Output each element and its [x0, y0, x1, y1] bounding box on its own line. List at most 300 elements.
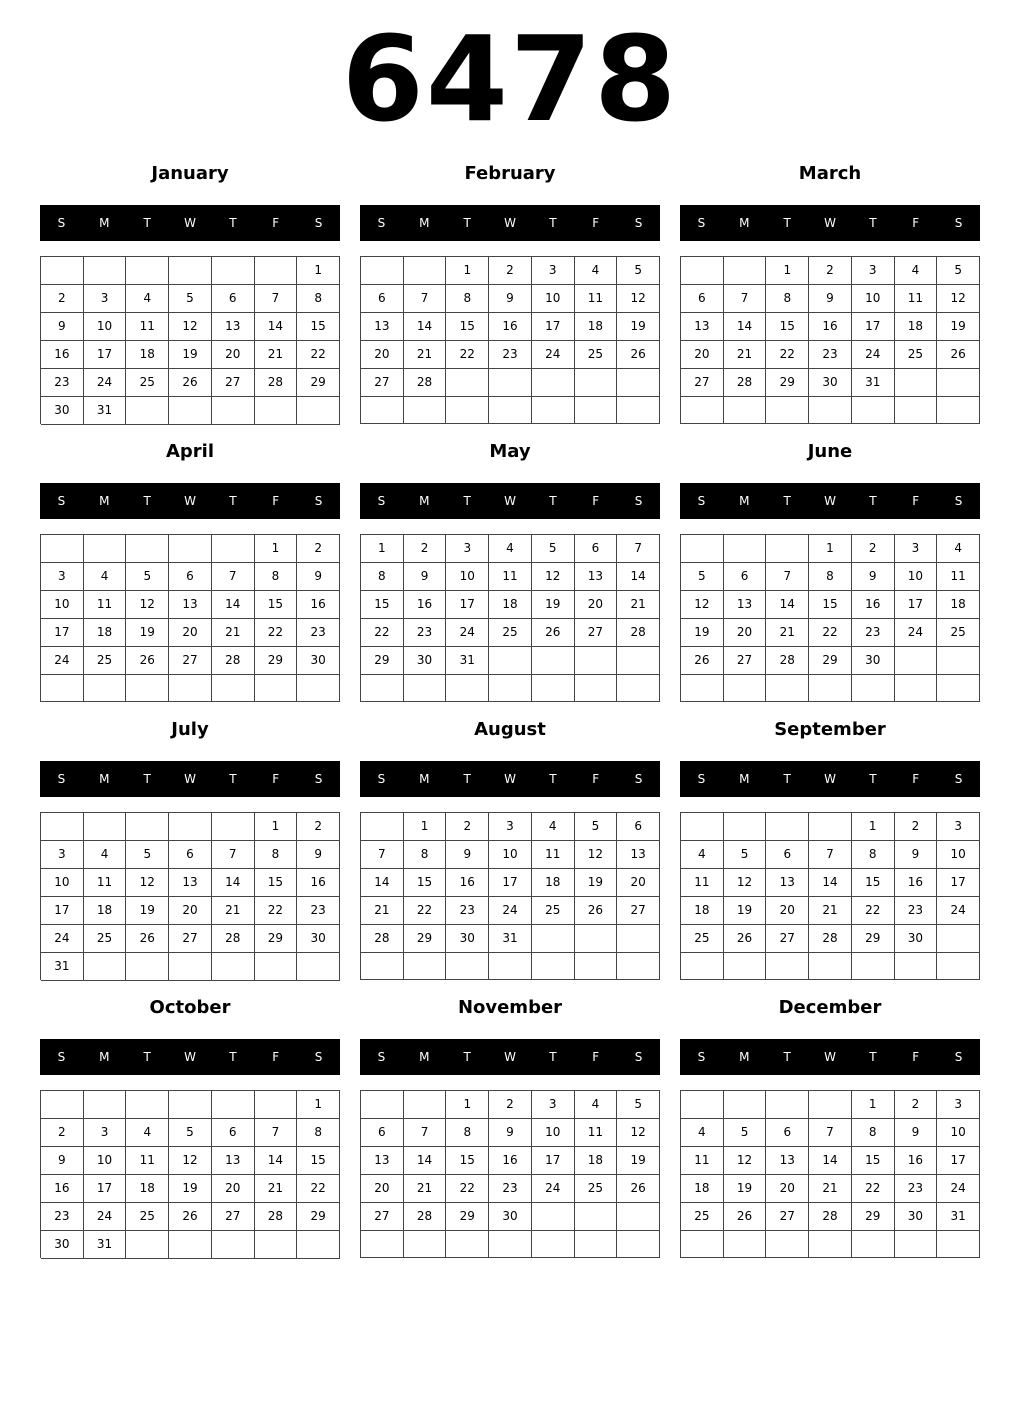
day-cell: 28 [255, 369, 298, 397]
day-cell: 14 [404, 1147, 447, 1175]
day-cell: 22 [852, 1175, 895, 1203]
day-cell: 12 [617, 1119, 660, 1147]
month-name: December [778, 997, 882, 1018]
weekday-label: T [143, 1050, 151, 1064]
day-cell: 14 [361, 869, 404, 897]
weekday-label: T [783, 216, 791, 230]
day-cell: 20 [681, 341, 724, 369]
day-cell: 2 [852, 535, 895, 563]
day-cell: 11 [575, 285, 618, 313]
day-cell: 28 [361, 925, 404, 953]
empty-day-cell [852, 675, 895, 702]
empty-day-cell [489, 369, 532, 397]
day-cell: 13 [766, 1147, 809, 1175]
day-cell: 23 [41, 1203, 84, 1231]
weekday-label: F [912, 772, 920, 786]
empty-day-cell [404, 953, 447, 980]
day-cell: 27 [361, 1203, 404, 1231]
day-cell: 17 [532, 313, 575, 341]
day-cell: 4 [532, 813, 575, 841]
empty-day-cell [895, 369, 938, 397]
empty-day-cell [212, 813, 255, 841]
day-cell: 23 [809, 341, 852, 369]
day-cell: 6 [681, 285, 724, 313]
month-name: September [774, 719, 886, 740]
empty-day-cell [446, 1231, 489, 1258]
empty-day-cell [41, 257, 84, 285]
day-cell: 25 [126, 369, 169, 397]
weekday-label: S [954, 772, 963, 786]
day-cell: 26 [126, 925, 169, 953]
day-cell: 30 [446, 925, 489, 953]
weekday-label: S [697, 1050, 706, 1064]
day-cell: 20 [361, 1175, 404, 1203]
day-cell: 6 [212, 285, 255, 313]
day-cell: 18 [895, 313, 938, 341]
weekday-header [680, 761, 980, 797]
weekday-label: S [57, 1050, 66, 1064]
day-cell: 7 [255, 1119, 298, 1147]
day-cell: 9 [895, 1119, 938, 1147]
day-cell: 12 [724, 869, 767, 897]
day-cell: 15 [852, 869, 895, 897]
day-cell: 18 [575, 313, 618, 341]
day-cell: 1 [297, 1091, 340, 1119]
weekday-label: F [272, 494, 280, 508]
weekday-label: T [783, 1050, 791, 1064]
day-cell: 2 [297, 535, 340, 563]
day-cell: 1 [766, 257, 809, 285]
empty-day-cell [937, 369, 980, 397]
empty-day-cell [361, 813, 404, 841]
day-cell: 8 [297, 285, 340, 313]
day-cell: 9 [446, 841, 489, 869]
month-name: February [464, 163, 556, 184]
weekday-header [40, 1039, 340, 1075]
day-cell: 7 [809, 841, 852, 869]
month-name: June [807, 441, 853, 462]
day-cell: 31 [84, 1231, 127, 1259]
empty-day-cell [852, 397, 895, 424]
empty-day-cell [681, 397, 724, 424]
month-name: April [165, 441, 215, 462]
weekday-label: S [634, 216, 643, 230]
day-cell: 27 [681, 369, 724, 397]
day-cell: 24 [84, 369, 127, 397]
day-cell: 13 [212, 313, 255, 341]
day-cell: 12 [575, 841, 618, 869]
day-cell: 14 [724, 313, 767, 341]
day-cell: 26 [617, 341, 660, 369]
day-cell: 9 [852, 563, 895, 591]
empty-day-cell [297, 397, 340, 425]
day-cell: 30 [895, 925, 938, 953]
weekday-label: T [549, 216, 557, 230]
day-cell: 1 [852, 813, 895, 841]
empty-day-cell [532, 397, 575, 424]
day-cell: 26 [681, 647, 724, 675]
day-cell: 19 [575, 869, 618, 897]
year-title: 6478 [341, 10, 679, 148]
day-cell: 22 [255, 897, 298, 925]
empty-day-cell [937, 397, 980, 424]
empty-day-cell [895, 1231, 938, 1258]
empty-day-cell [681, 1231, 724, 1258]
day-cell: 16 [297, 591, 340, 619]
empty-day-cell [724, 257, 767, 285]
day-cell: 2 [489, 257, 532, 285]
day-cell: 26 [532, 619, 575, 647]
day-cell: 17 [895, 591, 938, 619]
empty-day-cell [575, 369, 618, 397]
day-cell: 24 [41, 925, 84, 953]
day-cell: 25 [575, 1175, 618, 1203]
empty-day-cell [681, 953, 724, 980]
day-cell: 10 [446, 563, 489, 591]
day-cell: 26 [617, 1175, 660, 1203]
weekday-label: S [314, 216, 323, 230]
weekday-header [680, 1039, 980, 1075]
empty-day-cell [361, 1091, 404, 1119]
day-cell: 12 [617, 285, 660, 313]
day-cell: 21 [404, 1175, 447, 1203]
weekday-label: W [504, 1050, 516, 1064]
weekday-label: S [634, 494, 643, 508]
empty-day-cell [532, 647, 575, 675]
empty-day-cell [84, 953, 127, 981]
day-cell: 22 [446, 1175, 489, 1203]
empty-day-cell [361, 675, 404, 702]
weekday-label: S [377, 772, 386, 786]
weekday-label: S [697, 216, 706, 230]
empty-day-cell [575, 675, 618, 702]
empty-day-cell [681, 675, 724, 702]
day-cell: 3 [41, 841, 84, 869]
day-cell: 5 [575, 813, 618, 841]
empty-day-cell [169, 397, 212, 425]
day-cell: 23 [41, 369, 84, 397]
day-cell: 18 [126, 341, 169, 369]
day-cell: 4 [575, 1091, 618, 1119]
empty-day-cell [937, 1231, 980, 1258]
day-cell: 10 [852, 285, 895, 313]
day-cell: 6 [575, 535, 618, 563]
day-cell: 17 [532, 1147, 575, 1175]
day-cell: 25 [575, 341, 618, 369]
day-cell: 23 [895, 1175, 938, 1203]
day-cell: 28 [404, 369, 447, 397]
empty-day-cell [84, 675, 127, 702]
day-cell: 15 [809, 591, 852, 619]
empty-day-cell [41, 813, 84, 841]
empty-day-cell [212, 257, 255, 285]
day-cell: 18 [489, 591, 532, 619]
day-cell: 27 [766, 1203, 809, 1231]
day-cell: 24 [446, 619, 489, 647]
weekday-label: T [869, 494, 877, 508]
day-cell: 4 [126, 285, 169, 313]
day-cell: 6 [766, 1119, 809, 1147]
empty-day-cell [489, 647, 532, 675]
weekday-label: W [824, 494, 836, 508]
day-cell: 14 [212, 591, 255, 619]
day-cell: 7 [212, 841, 255, 869]
day-cell: 2 [895, 813, 938, 841]
day-cell: 3 [852, 257, 895, 285]
empty-day-cell [212, 397, 255, 425]
day-cell: 30 [895, 1203, 938, 1231]
day-cell: 3 [446, 535, 489, 563]
day-cell: 26 [169, 369, 212, 397]
weekday-label: S [954, 216, 963, 230]
empty-day-cell [297, 953, 340, 981]
day-cell: 22 [255, 619, 298, 647]
weekday-label: T [463, 216, 471, 230]
day-cell: 16 [41, 1175, 84, 1203]
weekday-label: T [143, 772, 151, 786]
day-cell: 21 [255, 341, 298, 369]
weekday-label: F [592, 772, 600, 786]
day-grid [360, 1090, 660, 1258]
day-cell: 11 [532, 841, 575, 869]
empty-day-cell [212, 953, 255, 981]
weekday-label: W [504, 772, 516, 786]
day-cell: 14 [255, 1147, 298, 1175]
day-cell: 23 [297, 619, 340, 647]
month-name: July [171, 719, 209, 740]
weekday-header [40, 205, 340, 241]
day-cell: 2 [404, 535, 447, 563]
day-cell: 21 [255, 1175, 298, 1203]
day-grid [680, 812, 980, 980]
day-cell: 7 [404, 285, 447, 313]
day-grid [40, 812, 340, 980]
empty-day-cell [212, 1091, 255, 1119]
day-cell: 17 [852, 313, 895, 341]
weekday-header [360, 761, 660, 797]
weekday-header [680, 205, 980, 241]
day-cell: 25 [681, 925, 724, 953]
day-cell: 4 [575, 257, 618, 285]
day-cell: 26 [724, 1203, 767, 1231]
day-cell: 21 [617, 591, 660, 619]
empty-day-cell [126, 257, 169, 285]
weekday-label: S [314, 772, 323, 786]
day-cell: 3 [532, 257, 575, 285]
day-cell: 27 [724, 647, 767, 675]
day-cell: 28 [809, 1203, 852, 1231]
day-cell: 8 [404, 841, 447, 869]
weekday-label: T [783, 494, 791, 508]
weekday-label: W [184, 1050, 196, 1064]
day-cell: 15 [766, 313, 809, 341]
day-cell: 27 [617, 897, 660, 925]
empty-day-cell [766, 1091, 809, 1119]
day-cell: 6 [724, 563, 767, 591]
day-cell: 10 [532, 1119, 575, 1147]
day-cell: 31 [852, 369, 895, 397]
day-cell: 14 [617, 563, 660, 591]
day-cell: 29 [297, 1203, 340, 1231]
empty-day-cell [532, 369, 575, 397]
empty-day-cell [937, 647, 980, 675]
day-cell: 27 [212, 369, 255, 397]
day-cell: 8 [852, 841, 895, 869]
day-cell: 8 [446, 1119, 489, 1147]
weekday-label: S [954, 1050, 963, 1064]
weekday-label: F [912, 216, 920, 230]
day-cell: 29 [255, 647, 298, 675]
empty-day-cell [361, 397, 404, 424]
day-cell: 24 [41, 647, 84, 675]
day-cell: 13 [212, 1147, 255, 1175]
month-name: March [798, 163, 862, 184]
day-cell: 4 [895, 257, 938, 285]
day-cell: 30 [41, 1231, 84, 1259]
empty-day-cell [126, 813, 169, 841]
day-cell: 11 [681, 869, 724, 897]
day-cell: 16 [489, 313, 532, 341]
day-cell: 6 [169, 841, 212, 869]
day-cell: 10 [895, 563, 938, 591]
day-cell: 29 [446, 1203, 489, 1231]
empty-day-cell [255, 953, 298, 981]
day-cell: 29 [852, 925, 895, 953]
day-cell: 17 [41, 897, 84, 925]
day-cell: 1 [255, 535, 298, 563]
day-cell: 7 [724, 285, 767, 313]
day-cell: 25 [895, 341, 938, 369]
empty-day-cell [255, 675, 298, 702]
weekday-label: S [314, 494, 323, 508]
day-cell: 14 [404, 313, 447, 341]
day-cell: 22 [446, 341, 489, 369]
empty-day-cell [404, 1091, 447, 1119]
weekday-label: F [592, 1050, 600, 1064]
day-cell: 1 [255, 813, 298, 841]
day-cell: 2 [446, 813, 489, 841]
day-cell: 5 [532, 535, 575, 563]
empty-day-cell [766, 535, 809, 563]
empty-day-cell [852, 953, 895, 980]
empty-day-cell [532, 675, 575, 702]
weekday-label: F [272, 772, 280, 786]
weekday-label: M [739, 772, 750, 786]
day-cell: 2 [41, 1119, 84, 1147]
empty-day-cell [169, 1231, 212, 1259]
empty-day-cell [809, 675, 852, 702]
empty-day-cell [575, 397, 618, 424]
empty-day-cell [809, 1091, 852, 1119]
empty-day-cell [724, 953, 767, 980]
weekday-label: T [229, 494, 237, 508]
weekday-label: W [824, 216, 836, 230]
weekday-label: S [697, 494, 706, 508]
empty-day-cell [361, 1231, 404, 1258]
day-cell: 9 [297, 563, 340, 591]
weekday-label: T [869, 772, 877, 786]
day-cell: 19 [169, 1175, 212, 1203]
empty-day-cell [84, 813, 127, 841]
weekday-label: W [184, 772, 196, 786]
weekday-label: S [634, 772, 643, 786]
day-grid [40, 256, 340, 424]
day-cell: 26 [937, 341, 980, 369]
day-cell: 6 [617, 813, 660, 841]
empty-day-cell [255, 1231, 298, 1259]
empty-day-cell [937, 953, 980, 980]
day-cell: 30 [809, 369, 852, 397]
day-cell: 15 [446, 1147, 489, 1175]
day-cell: 19 [724, 897, 767, 925]
day-cell: 19 [937, 313, 980, 341]
day-cell: 13 [169, 591, 212, 619]
day-cell: 30 [404, 647, 447, 675]
day-cell: 16 [895, 869, 938, 897]
day-cell: 8 [446, 285, 489, 313]
weekday-label: S [377, 216, 386, 230]
empty-day-cell [126, 953, 169, 981]
day-cell: 3 [937, 1091, 980, 1119]
day-cell: 20 [766, 897, 809, 925]
day-cell: 17 [446, 591, 489, 619]
day-cell: 30 [41, 397, 84, 425]
day-cell: 1 [809, 535, 852, 563]
day-cell: 25 [84, 647, 127, 675]
day-cell: 18 [937, 591, 980, 619]
day-cell: 28 [212, 647, 255, 675]
day-cell: 19 [617, 1147, 660, 1175]
weekday-header [40, 761, 340, 797]
day-cell: 22 [297, 1175, 340, 1203]
empty-day-cell [169, 1091, 212, 1119]
month-name: August [474, 719, 546, 740]
day-cell: 20 [617, 869, 660, 897]
empty-day-cell [41, 675, 84, 702]
day-cell: 3 [489, 813, 532, 841]
weekday-label: F [912, 494, 920, 508]
day-cell: 10 [532, 285, 575, 313]
empty-day-cell [809, 953, 852, 980]
day-cell: 6 [169, 563, 212, 591]
day-cell: 12 [169, 1147, 212, 1175]
empty-day-cell [724, 397, 767, 424]
empty-day-cell [446, 369, 489, 397]
day-cell: 9 [489, 285, 532, 313]
day-cell: 25 [489, 619, 532, 647]
day-cell: 13 [361, 1147, 404, 1175]
day-cell: 19 [681, 619, 724, 647]
empty-day-cell [532, 953, 575, 980]
empty-day-cell [809, 1231, 852, 1258]
day-cell: 12 [681, 591, 724, 619]
weekday-label: F [912, 1050, 920, 1064]
day-cell: 13 [681, 313, 724, 341]
weekday-label: S [57, 494, 66, 508]
weekday-label: S [697, 772, 706, 786]
weekday-label: T [869, 216, 877, 230]
day-cell: 11 [84, 869, 127, 897]
month-name: November [457, 997, 563, 1018]
month-name: January [151, 163, 229, 184]
day-cell: 22 [852, 897, 895, 925]
day-cell: 19 [126, 619, 169, 647]
day-cell: 11 [126, 313, 169, 341]
empty-day-cell [575, 953, 618, 980]
day-cell: 29 [404, 925, 447, 953]
day-cell: 8 [852, 1119, 895, 1147]
day-grid [680, 534, 980, 702]
